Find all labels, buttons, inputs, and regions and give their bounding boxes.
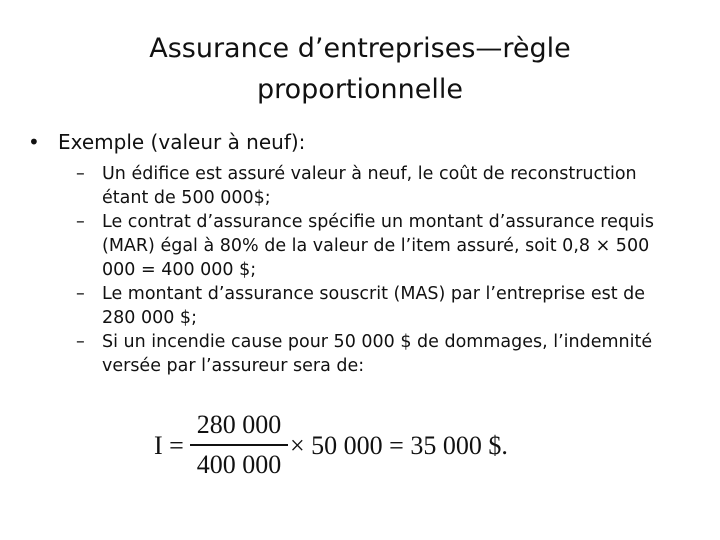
slide-title-line-1: Assurance d’entreprises—règle [149, 33, 571, 64]
formula-fraction [190, 410, 288, 480]
dash-marker: – [76, 332, 85, 352]
formula-lhs: I = [154, 431, 184, 460]
sub-bullet-line: Le montant d’assurance souscrit (MAS) par l’entreprise est de [102, 284, 646, 304]
formula-rhs: × 50 000 = 35 000 $. [290, 431, 508, 460]
formula-numerator: 280 000 [196, 410, 282, 439]
sub-bullet-line: étant de 500 000$; [102, 188, 271, 208]
sub-bullet-line: (MAR) égal à 80% de la valeur de l’item assuré, soit 0,8 × 500 [102, 236, 650, 256]
sub-bullet-item [76, 162, 676, 210]
slide-title-line-2: proportionnelle [257, 74, 463, 105]
bullet-marker: • [28, 130, 40, 154]
fraction-bar [190, 444, 288, 446]
sub-bullet-line: Le contrat d’assurance spécifie un montant d’assurance requis [102, 212, 655, 232]
sub-bullet-item [76, 282, 676, 330]
slide-title [60, 28, 660, 110]
sub-bullet-line: 000 = 400 000 $; [102, 260, 257, 280]
sub-bullet-item [76, 210, 676, 282]
dash-marker: – [76, 164, 85, 184]
sub-bullet-line: versée par l’assureur sera de: [102, 356, 365, 376]
sub-bullet-list [76, 162, 676, 378]
sub-bullet-line: Un édifice est assuré valeur à neuf, le coût de reconstruction [102, 164, 637, 184]
bullet-text: Exemple (valeur à neuf): [58, 130, 306, 154]
dash-marker: – [76, 212, 85, 232]
dash-marker: – [76, 284, 85, 304]
sub-bullet-item [76, 330, 676, 378]
formula-denominator: 400 000 [196, 449, 282, 479]
sub-bullet-line: Si un incendie cause pour 50 000 $ de dommages, l’indemnité [102, 332, 653, 352]
sub-bullet-line: 280 000 $; [102, 308, 197, 328]
